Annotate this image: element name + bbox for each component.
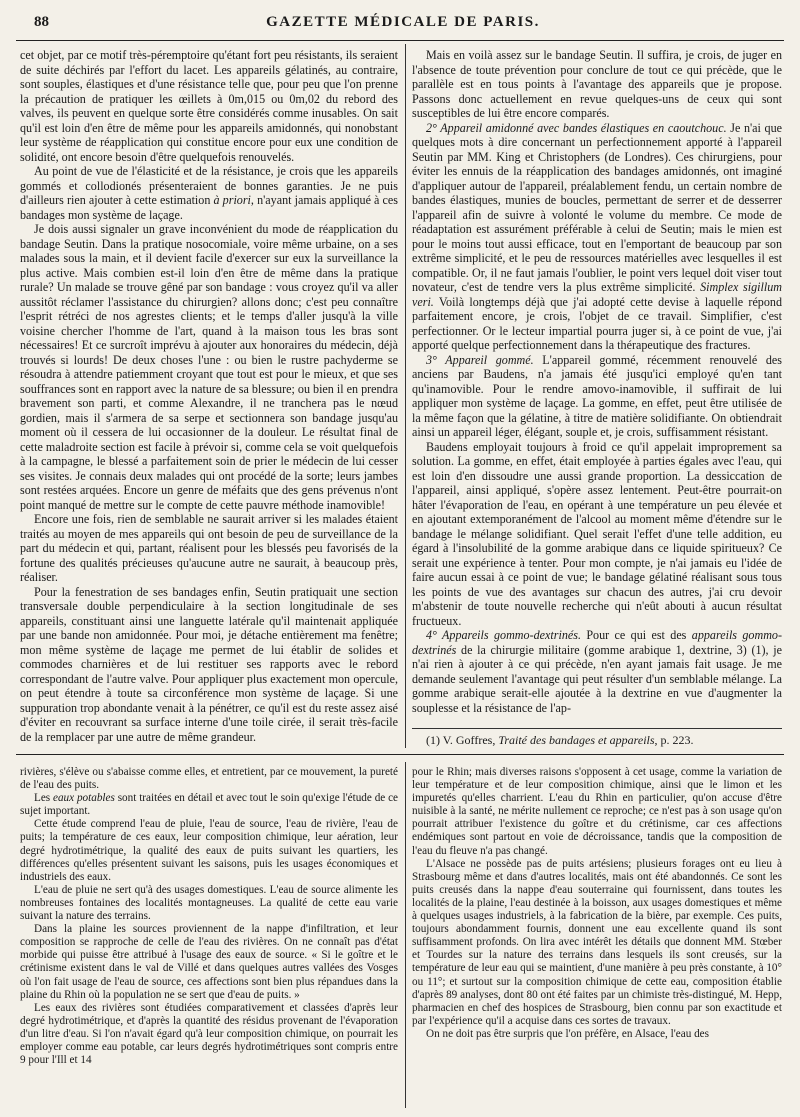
text-run: , p. 223.	[654, 733, 694, 747]
text-run: L'appareil gommé, récemment renouvelé des anciens par Baudens, n'a jamais été jusqu'ici employé qu'en tant qu'inamovible. Pour le rendre amovo-inamovible, il suffirait de lui appliquer mon système de laçage. La gomme, en effet, peut être utilisée de la même façon que la gélatine, à titre de matière solidifiante. On obtiendrait ainsi un appareil léger, élégant, souple et, je crois, suffisamment résistant.	[412, 352, 782, 439]
text-run: Les	[34, 792, 53, 805]
header-rule	[16, 40, 784, 41]
section-heading: 4° Appareils gommo-dextrinés.	[426, 628, 581, 642]
paragraph	[412, 353, 782, 440]
paragraph: Encore une fois, rien de semblable ne saurait arriver si les malades étaient traités au moyen de mes appareils qui ont besoin de peu de surveillance de la part du médecin et qui, partant, réalisent pour les blessés peu favorisés de la fortune des qualités précieuses qu'aucune autre ne saurait, à beaucoup près, réaliser.	[20, 512, 398, 584]
paragraph	[20, 792, 398, 818]
text-run: de la chirurgie militaire (gomme arabique 1, dextrine, 3) (1), je n'ai rien à ajouter à ce qui précède, n'en ayant jamais fait usage. Je me demande seulement l'avantage qui peut résulter d'un semblable mélange. La gomme arabique serait-elle ajoutée à la dextrine en vue d'augmenter la souplesse et la résistance de l'ap-	[412, 642, 782, 715]
emphasis: appareils gommo-dextrinés	[412, 628, 783, 657]
page-number: 88	[34, 14, 49, 30]
feuilleton-right	[412, 766, 782, 1106]
section-heading: 3° Appareil gommé.	[426, 352, 534, 367]
paragraph: Je dois aussi signaler un grave inconvénient du mode de réapplication du bandage Seutin. Dans la pratique nosocomiale, voire même urbaine, on a ses malades sous la main, et il devient facile d'exercer sur eux la surveillance la plus active. Mais combien est-il loin d'en être de même dans la pratique rurale? Un malade se trouve gêné par son bandage : vous croyez qu'il va aller aussitôt réclamer l'assistance du chirurgien? allons donc; c'est peu connaître l'esprit rétréci de nos agrestes clients; et le temps d'aller jusqu'à la ville voisine chercher l'homme de l'art, quand à la maison tous les bras sont nécessaires! Et ce surcroît imprévu à ajouter aux honoraires du médecin, déjà trouvés si lourds! De deux choses l'une : ou bien le rustre pachyderme se résoudra à attendre patiemment croyant que tout est pour le mieux, et que ses souffrances sont en rapport avec la nature de sa blessure; ou bien il en prendra bravement son parti, et comme Alexandre, il ne tranchera pas le nœud gordien, mais il s'armera de sa serpe et sectionnera son bandage jusqu'au moment où il cessera de lui occasionner de la douleur. Le résultat final de cette maladroite section est facile à prévoir si, comme cela se voit quelquefois à la campagne, le blessé a parfaitement soin de prier le médecin de lui cesser ses visites. Je connais deux malades qui ont procédé de la sorte; leurs jambes sont restées arquées. Encore un genre de méfaits que des gens prévenus n'ont point manqué de mettre sur le compte de cette pauvre méthode inamovible!	[20, 222, 398, 512]
emphasis: eaux potables	[53, 792, 115, 805]
motto: Simplex sigillum veri.	[412, 280, 783, 309]
journal-title: GAZETTE MÉDICALE DE PARIS.	[266, 14, 540, 30]
paragraph: rivières, s'élève ou s'abaisse comme elles, et entretient, par ce mouvement, la pureté de l'eau des puits.	[20, 766, 398, 792]
page-header	[34, 14, 772, 36]
emphasis: à priori	[213, 193, 251, 207]
footnote	[412, 733, 782, 747]
paragraph: Baudens employait toujours à froid ce qu'il appelait improprement sa solution. La gomme, en effet, était employée à parties égales avec l'eau, qui est loin d'en dissoudre une aussi grande proportion. La dessiccation de l'appareil, ainsi appliqué, s'opère assez lentement. Peut-être pourrait-on hâter l'évaporation de l'eau, en opérant à une température un peu élevée et en ajoutant extemporanément de l'alcool au moment même d'étendre sur le bandage le mélange solidifiant. Quel serait l'effet d'une telle addition, eu égard à l'insolubilité de la gomme arabique dans ce liquide spiritueux? Ce serait une expérience à tenter. Pour mon compte, je n'ai jamais eu l'idée de faire aucun essai à ce point de vue; le bandage gélatiné réalisant sous tous les points de vue des avantages sur chacun des autres, j'ai cru devoir m'abstenir de toute nouvelle recherche qui n'eût abouti à aucun résultat fructueux.	[412, 439, 782, 628]
paragraph: Mais en voilà assez sur le bandage Seutin. Il suffira, je crois, de juger en l'absence de toute prévention pour conclure de tout ce qui précède, que le parallèle est en tous points à l'avantage des appareils que je propose. Passons donc actuellement en revue quelques-uns de ceux qui sont susceptibles de lui être encore comparés.	[412, 48, 782, 120]
text-run: Au point de vue de l'élasticité et de la résistance, je crois que les appareils gommés et collodionés présenteraient de bonnes garanties. Je ne puis d'ailleurs rien ajouter à cette estimation	[20, 164, 398, 207]
paragraph: L'Alsace ne possède pas de puits artésiens; plusieurs forages ont eu lieu à Strasbourg même et dans d'autres localités, mais ont été abandonnés. Ce sont les puits creusés dans la nappe d'eau souterraine qui fournissent, dans toutes les localités de la plaine, l'eau destinée à la boisson, aux usages domestiques et même à quelques usages industriels, à la fabrication de la bière, par exemple. Ces puits, toujours abondamment fournis, donnent une eau excellente quand ils sont suffisamment profonds. On lira avec intérêt les détails que donnent MM. Stœber et Tourdes sur la nature des terrains dans lesquels ils sont creusés, sur la température de leur eau qui se maintient, d'une manière à peu près constante, à 10° ou 11°; et surtout sur la composition chimique de cette eau, composition établie d'après 89 analyses, dont 80 ont été faites par un chimiste très-distingué, M. Hepp, pharmacien en chef des hospices de Strasbourg, bien connu par son exactitude et par l'expérience qu'il a acquise dans ces sortes de travaux.	[412, 857, 782, 1027]
text-run: sont traitées en détail et avec tout le soin qu'exige l'étude de ce sujet important.	[20, 792, 399, 818]
text-run: Pour ce qui est des	[580, 628, 692, 642]
text-run: Je n'ai que quelques mots à dire concernant un perfectionnement apporté à l'appareil Seutin par MM. King et Christophers (de Londres). Ces chirurgiens, pour éviter les ennuis de la réapplication des bandages amidonnés, ont imaginé d'appliquer autour de l'appareil, préalablement fendu, un certain nombre de bandes élastiques, munies de boucles, permettant de serrer et de desserrer l'appareil afin de suivre à volonté le volume du membre. Ce mode de réadaptation est assurément préférable à celui de Seutin; mais le mien est pour le moins tout aussi efficace, tout en l'emportant de beaucoup par son extrême simplicité, et le peu de ressources matérielles avec lesquelles il est compatible. Or, il ne faut jamais l'oublier, le point vers lequel doit viser tout novateur, c'est de tendre vers la plus extrême simplicité.	[412, 120, 782, 294]
text-run: Voilà longtemps déjà que j'ai adopté cette devise à laquelle répond parfaitement encore, je crois, l'objet de ce travail. Simplifier, c'est perfectionner. Or le lecteur impartial pourra juger si, à ce point de vue, j'ai apporté quelque perfectionnement dans la thérapeutique des fractures.	[412, 294, 782, 352]
paragraph: cet objet, par ce motif très-péremptoire qu'étant fort peu résistants, ils seraient de suite déchirés par l'effort du lacet. Les appareils gélatinés, au contraire, sont souples, élastiques et d'une résistance telle que, pour peu que l'on prenne la précaution de pratiquer les œillets à 0m,015 ou 0m,02 du rebord des valves, ils peuvent en quelque sorte être considérés comme inusables. On sait qu'il est loin d'en être de même pour les appareils amidonnés, qui nonobstant leur système de réapplication qui constitue encore pour eux une condition de solidité, ont encore besoin d'être quelquefois renouvelés.	[20, 48, 398, 164]
text-run: , n'ayant jamais appliqué à ces bandages mon système de laçage.	[20, 193, 398, 222]
column-right	[412, 48, 782, 726]
section-heading: 2° Appareil amidonné avec bandes élastiques en caoutchouc.	[426, 120, 727, 135]
column-divider	[405, 44, 406, 748]
text-run: (1) V. Goffres,	[426, 733, 499, 747]
column-left	[20, 48, 398, 748]
paragraph: Les eaux des rivières sont étudiées comparativement et classées d'après leur degré hydrotimétrique, et d'après la quantité des résidus provenant de l'évaporation d'un litre d'eau. Si l'on n'avait égard qu'à leur composition chimique, on pourrait les employer comme eau potable, car leurs degrés hydrotimétriques sont compris entre 9 pour l'Ill et 14	[20, 1001, 398, 1067]
paragraph	[412, 121, 782, 353]
book-title: Traité des bandages et appareils	[498, 733, 655, 747]
paragraph: Cette étude comprend l'eau de pluie, l'eau de source, l'eau de rivière, l'eau de puits; la température de ces eaux, leur composition chimique, leur aération, leur degré hydrotimétrique, la qualité des eaux de puits suivant les quartiers, les différences qu'elles présentent suivant les saisons, puis les usages économiques et industriels des eaux.	[20, 818, 398, 883]
section-separator	[16, 754, 784, 755]
paragraph: Dans la plaine les sources proviennent de la nappe d'infiltration, et leur composition se rapproche de celle de l'eau des rivières. On ne connaît pas d'état morbide qui puisse être attribué à l'usage des eaux de source. « Si le goître et le crétinisme existent dans le val de Villé et dans quelques autres vallées des Vosges où l'on fait usage de l'eau de source, ces affections sont bien plus répandues dans la plaine du Rhin où la population ne se sert que d'eau de puits. »	[20, 923, 398, 1001]
paragraph: L'eau de pluie ne sert qu'à des usages domestiques. L'eau de source alimente les nombreuses fontaines des localités montagneuses. La qualité de cette eau varie suivant la nature des terrains.	[20, 883, 398, 923]
paragraph: pour le Rhin; mais diverses raisons s'opposent à cet usage, comme la variation de leur température et de leur composition chimique, ainsi que le limon et les impuretés qu'elles charrient. L'eau du Rhin en particulier, qu'on accuse d'être nuisible à la santé, ne mérite nullement ce reproche; ce n'est pas à son usage qu'on pourrait attribuer l'existence du goître et du crétinisme, car ces affections endémiques sont partout en voie de décroissance, tandis que la composition de l'eau du fleuve n'a pas changé.	[412, 766, 782, 857]
paragraph	[412, 628, 782, 715]
paragraph	[20, 164, 398, 222]
paragraph: Pour la fenestration de ses bandages enfin, Seutin pratiquait une section transversale double perpendiculaire à la section longitudinale de ses appareils, constituant ainsi une languette latérale qu'il maintenait appliquée par une bande non amidonnée. Pour moi, je détache entièrement ma fenêtre; mon même système de laçage me permet de lui établir de solides et commodes charnières et de lui restituer ses rapports avec le rebord correspondant de l'autre valve. Pour appliquer plus exactement mon opercule, on peut étendre à toute sa circonférence mon système de laçage. Si une suppuration trop abondante venait à la pénétrer, ce qu'il est du reste assez aisé d'éviter en recouvrant sa surface interne d'une toile cirée, il serait très-facile de la remplacer par une autre de même grandeur.	[20, 584, 398, 744]
paragraph: On ne doit pas être surpris que l'on préfère, en Alsace, l'eau des	[426, 1027, 709, 1040]
column-divider	[405, 762, 406, 1108]
footnote-rule	[412, 728, 782, 729]
feuilleton-left	[20, 766, 398, 1106]
